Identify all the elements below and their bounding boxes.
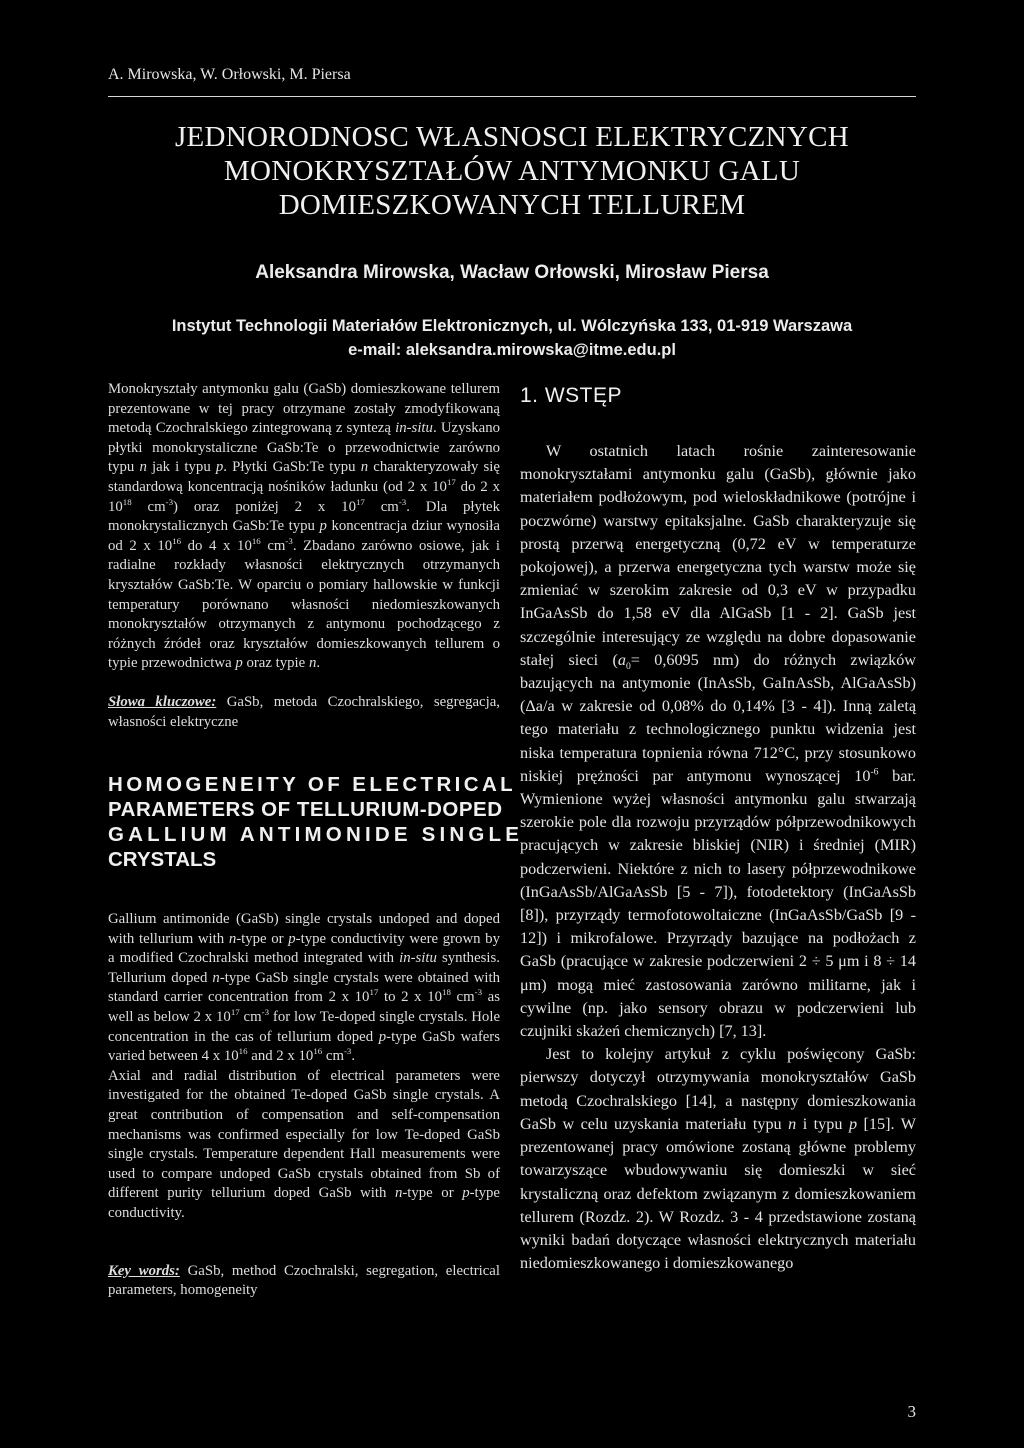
right-column xyxy=(520,380,916,1275)
keywords-en: Key words: GaSb, method Czochralski, segregation, electrical parameters, homogeneity xyxy=(108,1262,500,1299)
left-column xyxy=(108,380,524,1301)
english-title-line-3: GALLIUM ANTIMONIDE SINGLE xyxy=(108,823,524,847)
running-head: A. Mirowska, W. Orłowski, M. Piersa xyxy=(108,66,351,83)
keywords-en-label: Key words: xyxy=(108,1262,180,1279)
affiliation xyxy=(108,314,916,362)
abstract-en-para-2: Axial and radial distribution of electrical parameters were investigated for the obtained Te-doped GaSb single crystals. A great contribution of compensation and self-compensation mechanisms was confirmed especially for low Te-doped GaSb single crystals. Temperature dependent Hall measurements were used to compare undoped GaSb crystals obtained from Sb of different purity tellurium doped GaSb with n-type or p-type conductivity. xyxy=(108,1067,500,1221)
abstract-en: Gallium antimonide (GaSb) single crystals undoped and doped with tellurium with n-type or p-type conductivity were grown by a modified Czochralski method integrated with in-situ synthesis. Tellurium doped n-type GaSb single crystals were obtained with standard carrier concentration from 2 x $10^{17}$ to 2 x $10^{18}$ $cm^{-3}$ as well as below 2 x $10^{17}$ $cm^{-3}$ for low Te-doped single crystals. Hole concentration in the cas of tellurium doped p-type GaSb wafers varied between 4 x $10^{16}$ and 2 x $10^{16}$ $cm^{-3}$. xyxy=(108,911,501,1065)
header-rule xyxy=(108,96,916,97)
paper-title xyxy=(108,120,916,222)
introduction-para-1: W ostatnich latach rośnie zainteresowanie monokryształami antymonku galu (GaSb), głównie jako materiałem podłożowym, pod wieloskładnikowe (potrójne i poczwórne) warstwy epitaksjalne. GaSb charakteryzuje się prostą przerwą energetyczną (0,72 eV w temperaturze pokojowej), a przerwa energetyczna tych warstw może się zmieniać w szerokim zakresie od 0,3 eV w przypadku InGaAsSb do 1,58 eV dla AlGaSb [1 - 2]. GaSb jest szczególnie interesujący ze względu na dobre dopasowanie stałej sieci ($a_0= 0,6095$ nm) do różnych związków bazujących na antymonie (InAsSb, GaInAsSb, AlGaAsSb) (Δa/a w zakresie od 0,08% do 0,14% [3 - 4]). Inną zaletą tego materiału z technologicznego punktu widzenia jest niska temperatura topnienia równa 712°C, przy stosunkowo niskiej prężności par antymonu wynoszącej $10^{-6}$ bar. Wymienione wyżej własności antymonku galu stwarzają szerokie pole dla rozwoju przyrządów półprzewodnikowych pracujących w zakresie bliskiej (NIR) i średniej (MIR) podczerwieni. Niektóre z nich to lasery półprzewodnikowe (InGaAsSb/AlGaAsSb [5 - 7]), fotodetektory (InGaAsSb [8]), przyrządy termofotowoltaiczne (InGaAsSb/GaSb [9 - 12]) i mikrofalowe. Przyrządy bazujące na podłożach z GaSb (pracujące w zakresie podczerwieni 2 ÷ 5 μm i 8 ÷ 14 μm) mogą mieć zastosowania zarówno militarne, jak i cywilne (np. jako sensory obrazu w podczerwieni lub czujniki skażeń chemicznych) [7, 13]. xyxy=(520,442,916,1041)
title-line-3: DOMIESZKOWANYCH TELLUREM xyxy=(278,189,746,221)
english-title xyxy=(108,772,524,872)
english-title-line-4: CRYSTALS xyxy=(108,848,217,872)
abstract-pl: Monokryształy antymonku galu (GaSb) domieszkowane tellurem prezentowane w tej pracy otrzymane zostały zmodyfikowaną metodą Czochralskiego zintegrowaną z syntezą in-situ. Uzyskano płytki monokrystaliczne GaSb:Te o przewodnictwie zarówno typu n jak i typu p. Płytki GaSb:Te typu n charakteryzowały się standardową koncentracją nośników ładunku (od 2 x $10^{17}$ do 2 x $10^{18}$ $cm^{-3}$) oraz poniżej 2 x $10^{17}$ $cm^{-3}$. Dla płytek monokrystalicznych GaSb:Te typu p koncentracja dziur wynosiła od 2 x $10^{16}$ do 4 x $10^{16}$ $cm^{-3}$. Zbadano zarówno osiowe, jak i radialne rozkłady własności elektrycznych otrzymanych kryształów GaSb:Te. W oparciu o pomiary hallowskie w funkcji temperatury porównano własności niedomieszkowanych monokryształów otrzymanych z antymonu pochodzącego z różnych źródeł oraz kryształów domieszkowanych tellurem o typie przewodnictwa p oraz typie n. xyxy=(108,381,501,672)
institute-address: Instytut Technologii Materiałów Elektronicznych, ul. Wólczyńska 133, 01-919 Warszawa xyxy=(171,317,853,335)
keywords-pl-label: Słowa kluczowe: xyxy=(108,693,217,710)
author-list: Aleksandra Mirowska, Wacław Orłowski, Mirosław Piersa xyxy=(255,262,769,283)
keywords-pl: Słowa kluczowe: GaSb, metoda Czochralskiego, segregacja, własności elektryczne xyxy=(108,693,500,730)
section-heading-introduction: 1. WSTĘP xyxy=(520,384,623,407)
page-number: 3 xyxy=(907,1402,916,1421)
title-line-2: MONOKRYSZTAŁÓW ANTYMONKU GALU xyxy=(223,155,801,187)
english-title-line-1: HOMOGENEITY OF ELECTRICAL xyxy=(108,773,517,797)
english-title-line-2: PARAMETERS OF TELLURIUM-DOPED xyxy=(108,798,503,822)
title-line-1: JEDNORODNOSC WŁASNOSCI ELEKTRYCZNYCH xyxy=(174,121,850,153)
contact-email: e-mail: aleksandra.mirowska@itme.edu.pl xyxy=(348,341,676,359)
introduction-para-2: Jest to kolejny artykuł z cyklu poświęcony GaSb: pierwszy dotyczył otrzymywania monokryształów GaSb metodą Czochralskiego [14], a następny domieszkowania GaSb w celu uzyskania materiału typu n i typu p [15]. W prezentowanej pracy omówione zostaną główne problemy towarzyszące wbudowywaniu się domieszki w sieć krystaliczną oraz defektom związanym z domieszkowaniem tellurem (Rozdz. 2). W Rozdz. 3 - 4 przedstawione zostaną wyniki badań dotyczące własności elektrycznych materiału niedomieszkowanego i domieszkowanego xyxy=(520,1045,916,1273)
